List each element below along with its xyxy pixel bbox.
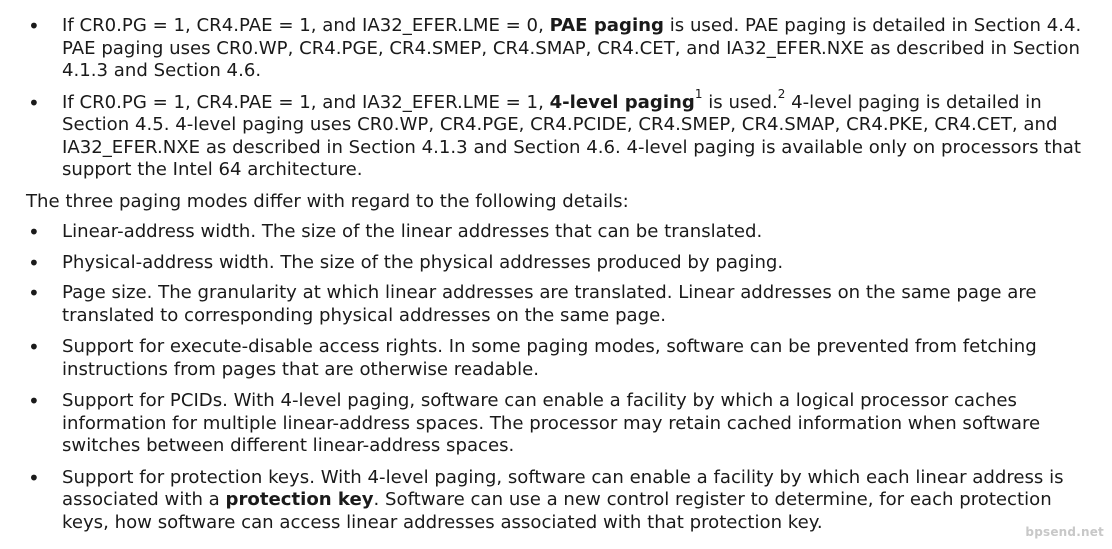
watermark-text: bpsend.net xyxy=(1025,524,1104,539)
list-item-text xyxy=(62,252,1098,275)
bullet-dot: • xyxy=(28,14,40,38)
list-item-4-level-paging xyxy=(0,87,1112,182)
bold-term: protection key xyxy=(225,489,374,510)
list-item-text xyxy=(62,221,1098,244)
list-item-text xyxy=(62,282,1098,327)
list-item-text xyxy=(62,336,1098,381)
list-item-page-size xyxy=(0,282,1112,327)
top-spacer xyxy=(0,0,1112,15)
bullet-dot: • xyxy=(28,250,40,275)
list-item-pcids xyxy=(0,390,1112,458)
list-item-linear-address-width xyxy=(0,221,1112,244)
bullet-dot: • xyxy=(28,335,40,359)
text-run: If CR0.PG = 1, CR4.PAE = 1, and IA32_EFER.LME = 0, xyxy=(62,15,550,36)
list-item-protection-keys xyxy=(0,467,1112,535)
list-item-execute-disable xyxy=(0,336,1112,381)
bullet-dot: • xyxy=(28,389,40,413)
text-run: Support for protection keys. With 4-level paging, software can enable a facility by which each linear address is associated with a xyxy=(62,466,1064,510)
list-item-text xyxy=(62,87,1098,182)
text-run: is used. PAE paging is detailed in Section 4.4. PAE paging uses CR0.WP, CR4.PGE, CR4.SMEP, CR4.SMAP, CR4.CET, and IA32_EFER.NXE as described in Section 4.1.3 and Section 4.6. xyxy=(62,15,1082,81)
text-run: 4-level paging is detailed in Section 4.5. 4-level paging uses CR0.WP, CR4.PGE, CR4.PCIDE, CR4.SMEP, CR4.SMAP, CR4.PKE, CR4.CET, and IA32_EFER.NXE as described in Section 4.1.3 and Section 4.6. 4-level paging is available only on processors that support the Intel 64 architecture. xyxy=(62,91,1081,180)
list-item-text xyxy=(62,467,1098,535)
bold-term: 4-level paging xyxy=(549,91,695,113)
list-item-pae-paging xyxy=(0,15,1112,83)
text-run: Physical-address width. The size of the physical addresses produced by paging. xyxy=(62,251,784,273)
footnote-marker: 2 xyxy=(777,87,786,102)
list-item-physical-address-width xyxy=(0,252,1112,275)
text-run: Support for execute-disable access rights. In some paging modes, software can be prevented from fetching instructions from pages that are otherwise readable. xyxy=(62,336,1037,380)
bold-term: PAE paging xyxy=(549,15,664,36)
text-run: Page size. The granularity at which linear addresses are translated. Linear addresses on the same page are translated to corresponding physical addresses on the same page. xyxy=(62,282,1037,326)
text-run: Linear-address width. The size of the linear addresses that can be translated. xyxy=(62,221,763,242)
bullet-dot: • xyxy=(28,90,40,115)
bullet-dot: • xyxy=(28,465,40,490)
bullet-dot: • xyxy=(28,220,40,244)
bullet-dot: • xyxy=(28,281,40,305)
list-item-text xyxy=(62,390,1098,458)
text-run: If CR0.PG = 1, CR4.PAE = 1, and IA32_EFER.LME = 1, xyxy=(62,91,550,113)
list-item-text xyxy=(62,15,1098,83)
text-run: . Software can use a new control register to determine, for each protection keys, how software can access linear addresses associated with that protection key. xyxy=(62,489,1052,533)
footnote-marker: 1 xyxy=(694,87,703,102)
text-run: Support for PCIDs. With 4-level paging, software can enable a facility by which a logical processor caches information for multiple linear-address spaces. The processor may retain cached information when software switches between different linear-address spaces. xyxy=(62,390,1041,456)
lead-paragraph: The three paging modes differ with regard to the following details: xyxy=(26,190,629,212)
text-run: is used. xyxy=(702,91,778,113)
